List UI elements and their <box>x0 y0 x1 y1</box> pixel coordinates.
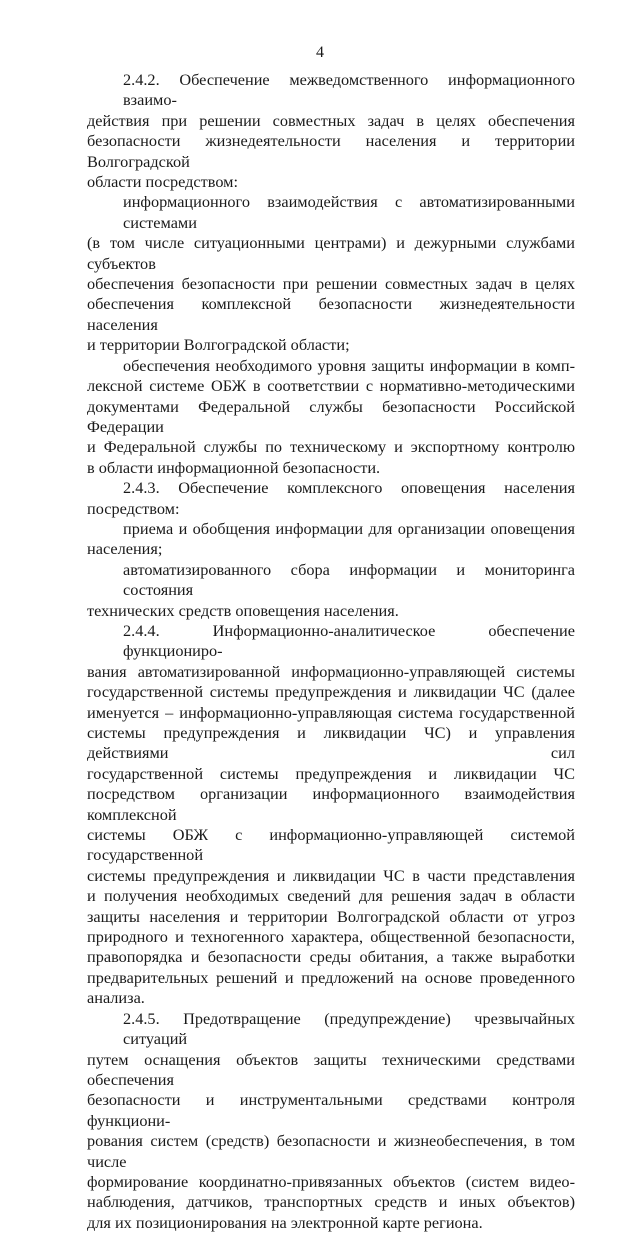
text-line: государственной системы предупреждения и ликвидации ЧС (далее <box>87 682 575 702</box>
text-line: в области информационной безопасности. <box>87 457 381 477</box>
text-line: действия при решении совместных задач в целях обеспечения <box>87 110 575 130</box>
text-line: 2.4.4. Информационно-аналитическое обеспечение функциониро- <box>123 620 575 661</box>
text-line: системы предупреждения и ликвидации ЧС в части представления <box>87 865 575 885</box>
text-line: путем оснащения объектов защиты техническими средствами обеспечения <box>87 1049 575 1089</box>
text-line: безопасности и инструментальными средствами контроля функциони- <box>87 1090 575 1130</box>
text-line: безопасности жизнедеятельности населения и территории Волгоградской <box>87 131 575 171</box>
paragraph <box>87 478 575 519</box>
paragraph <box>87 70 575 192</box>
text-line: анализа. <box>87 988 145 1008</box>
text-line: системы ОБЖ с информационно-управляющей системой государственной <box>87 825 575 865</box>
text-line: и получения необходимых сведений для решения задач в области <box>87 886 575 906</box>
page-number: 4 <box>316 44 324 61</box>
text-line: посредством: <box>87 498 180 518</box>
paragraph <box>87 519 575 560</box>
text-line: и Федеральной службы по техническому и экспортному контролю <box>87 437 575 457</box>
text-line: системы предупреждения и ликвидации ЧС) и управления действиями сил <box>87 723 575 763</box>
text-line: государственной системы предупреждения и ликвидации ЧС <box>87 763 575 783</box>
text-line: обеспечения комплексной безопасности жизнедеятельности населения <box>87 294 575 334</box>
text-line: обеспечения безопасности при решении совместных задач в целях <box>87 274 575 294</box>
text-line: предварительных решений и предложений на основе проведенного <box>87 967 575 987</box>
text-line: 2.4.2. Обеспечение межведомственного информационного взаимо- <box>123 70 575 110</box>
text-line: (в том числе ситуационными центрами) и дежурными службами субъектов <box>87 233 575 273</box>
text-line: рования систем (средств) безопасности и жизнеобеспечения, в том числе <box>87 1131 575 1171</box>
text-line: вания автоматизированной информационно-управляющей системы <box>87 661 575 681</box>
text-line: области посредством: <box>87 172 238 192</box>
text-line: 2.4.5. Предотвращение (предупреждение) чрезвычайных ситуаций <box>123 1008 575 1049</box>
text-line: информационного взаимодействия с автоматизированными системами <box>123 192 575 232</box>
paragraph <box>87 621 575 1009</box>
text-line: автоматизированного сбора информации и мониторинга состояния <box>123 559 575 600</box>
text-line: лексной системе ОБЖ в соответствии с нормативно-методическими <box>87 376 575 396</box>
paragraph <box>87 1009 575 1233</box>
text-line: именуется – информационно-управляющая система государственной <box>87 702 575 722</box>
text-line: документами Федеральной службы безопасности Российской Федерации <box>87 396 575 436</box>
paragraph <box>87 356 575 478</box>
text-line: природного и техногенного характера, общественной безопасности, <box>87 927 575 947</box>
text-line: формирование координатно-привязанных объектов (систем видео- <box>87 1171 575 1191</box>
document-body <box>87 70 575 1233</box>
paragraph <box>87 192 575 355</box>
text-line: защиты населения и территории Волгоградской области от угроз <box>87 906 575 926</box>
text-line: технических средств оповещения населения. <box>87 600 399 620</box>
text-line: правопорядка и безопасности среды обитания, а также выработки <box>87 947 575 967</box>
text-line: приема и обобщения информации для организации оповещения <box>123 518 575 538</box>
text-line: населения; <box>87 539 163 559</box>
text-line: обеспечения необходимого уровня защиты информации в комп- <box>123 355 575 375</box>
text-line: для их позиционирования на электронной карте региона. <box>87 1212 483 1232</box>
text-line: и территории Волгоградской области; <box>87 335 350 355</box>
text-line: посредством организации информационного взаимодействия комплексной <box>87 784 575 824</box>
text-line: наблюдения, датчиков, транспортных средств и иных объектов) <box>87 1192 575 1212</box>
text-line: 2.4.3. Обеспечение комплексного оповещения населения <box>123 478 575 498</box>
paragraph <box>87 560 575 621</box>
